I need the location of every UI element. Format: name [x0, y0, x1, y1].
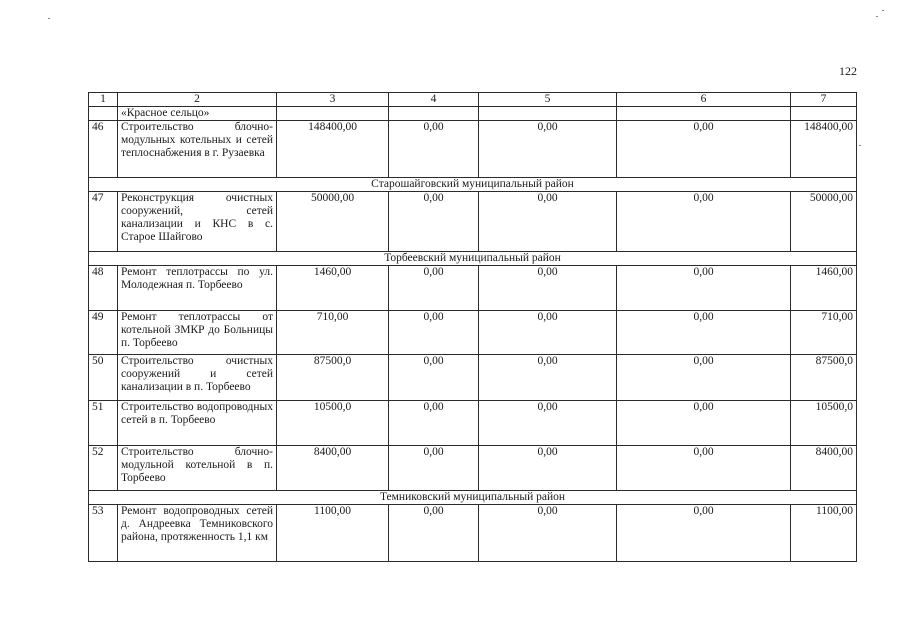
header-cell-1: 1 [89, 93, 118, 107]
section-row [89, 491, 857, 505]
header-cell-7: 7 [791, 93, 857, 107]
row-number: 49 [89, 311, 118, 355]
data-table [88, 92, 857, 562]
section-title: Старошайговский муниципальный район [89, 178, 857, 192]
header-cell-3: 3 [277, 93, 389, 107]
empty-cell [389, 107, 479, 121]
total-value: 1460,00 [277, 266, 389, 311]
item-name: Реконструкция очистных сооружений, сетей канализации и КНС в с. Старое Шайгово [118, 192, 277, 252]
value-col-6: 0,00 [617, 192, 791, 252]
section-title: Темниковский муниципальный район [89, 491, 857, 505]
row-number: 51 [89, 401, 118, 446]
value-col-4: 0,00 [389, 505, 479, 562]
section-row [89, 178, 857, 192]
total-value: 148400,00 [277, 121, 389, 178]
item-name: «Красное сельцо» [118, 107, 277, 121]
empty-cell [277, 107, 389, 121]
empty-cell [479, 107, 617, 121]
value-col-5: 0,00 [479, 121, 617, 178]
scan-speck [48, 18, 50, 19]
empty-cell [791, 107, 857, 121]
value-col-5: 0,00 [479, 401, 617, 446]
value-col-4: 0,00 [389, 355, 479, 401]
value-col-4: 0,00 [389, 121, 479, 178]
header-row [89, 93, 857, 107]
row-number: 52 [89, 446, 118, 491]
value-col-5: 0,00 [479, 355, 617, 401]
table-row [89, 355, 857, 401]
value-col-4: 0,00 [389, 266, 479, 311]
section-row [89, 252, 857, 266]
value-col-6: 0,00 [617, 505, 791, 562]
value-col-6: 0,00 [617, 121, 791, 178]
item-name: Ремонт водопроводных сетей д. Андреевка Темниковского района, протяженность 1,1 км [118, 505, 277, 562]
total-value: 87500,0 [277, 355, 389, 401]
value-col-4: 0,00 [389, 446, 479, 491]
value-col-6: 0,00 [617, 311, 791, 355]
total-value: 8400,00 [277, 446, 389, 491]
header-cell-4: 4 [389, 93, 479, 107]
value-col-5: 0,00 [479, 311, 617, 355]
header-cell-6: 6 [617, 93, 791, 107]
value-col-4: 0,00 [389, 311, 479, 355]
value-col-5: 0,00 [479, 446, 617, 491]
table-row [89, 121, 857, 178]
empty-cell [617, 107, 791, 121]
value-col-5: 0,00 [479, 266, 617, 311]
row-number: 46 [89, 121, 118, 178]
value-col-7: 50000,00 [791, 192, 857, 252]
table-row [89, 401, 857, 446]
row-number: 47 [89, 192, 118, 252]
total-value: 1100,00 [277, 505, 389, 562]
value-col-5: 0,00 [479, 505, 617, 562]
continuation-row [89, 107, 857, 121]
item-name: Строительство очистных сооружений и сетей канализации в п. Торбеево [118, 355, 277, 401]
value-col-6: 0,00 [617, 355, 791, 401]
value-col-4: 0,00 [389, 192, 479, 252]
total-value: 710,00 [277, 311, 389, 355]
value-col-7: 1100,00 [791, 505, 857, 562]
table-row [89, 311, 857, 355]
header-cell-5: 5 [479, 93, 617, 107]
scan-speck [882, 10, 884, 11]
value-col-7: 1460,00 [791, 266, 857, 311]
row-number: 50 [89, 355, 118, 401]
row-number: 53 [89, 505, 118, 562]
value-col-7: 87500,0 [791, 355, 857, 401]
item-name: Ремонт теплотрассы по ул. Молодежная п. Торбеево [118, 266, 277, 311]
item-name: Строительство блочно-модульных котельных и сетей теплоснабжения в г. Рузаевка [118, 121, 277, 178]
total-value: 10500,0 [277, 401, 389, 446]
table-row [89, 192, 857, 252]
row-number [89, 107, 118, 121]
header-cell-2: 2 [118, 93, 277, 107]
value-col-5: 0,00 [479, 192, 617, 252]
table-row [89, 446, 857, 491]
section-title: Торбеевский муниципальный район [89, 252, 857, 266]
value-col-6: 0,00 [617, 266, 791, 311]
total-value: 50000,00 [277, 192, 389, 252]
table-row [89, 266, 857, 311]
value-col-7: 8400,00 [791, 446, 857, 491]
scan-speck [859, 145, 861, 146]
value-col-7: 710,00 [791, 311, 857, 355]
value-col-7: 148400,00 [791, 121, 857, 178]
row-number: 48 [89, 266, 118, 311]
page-number: 122 [839, 64, 857, 78]
item-name: Ремонт теплотрассы от котельной ЗМКР до Больницы п. Торбеево [118, 311, 277, 355]
value-col-6: 0,00 [617, 401, 791, 446]
item-name: Строительство водопроводных сетей в п. Торбеево [118, 401, 277, 446]
table-row [89, 505, 857, 562]
value-col-7: 10500,0 [791, 401, 857, 446]
value-col-4: 0,00 [389, 401, 479, 446]
value-col-6: 0,00 [617, 446, 791, 491]
scan-speck [876, 16, 878, 17]
item-name: Строительство блочно-модульной котельной в п. Торбеево [118, 446, 277, 491]
